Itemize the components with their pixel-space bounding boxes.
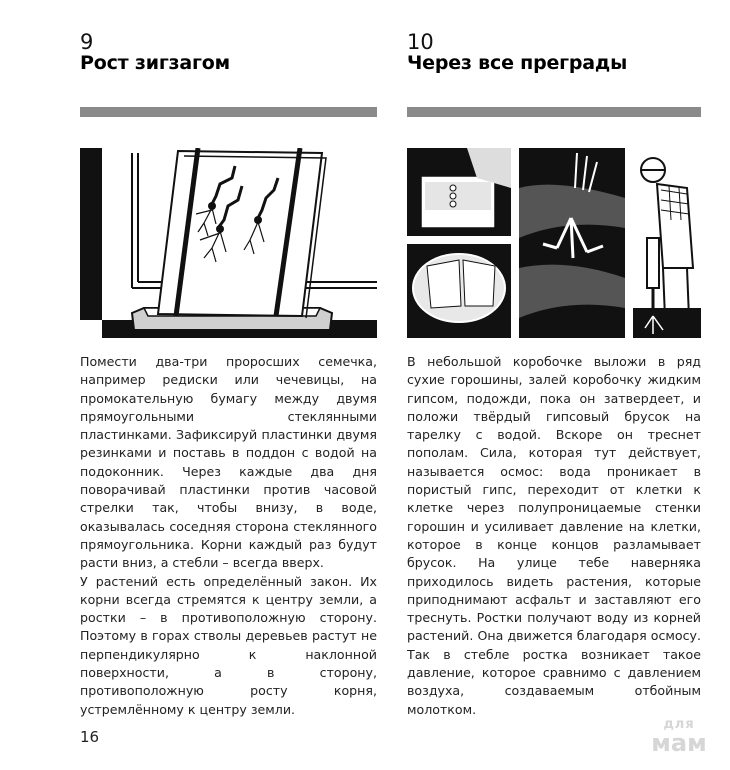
section-number: 9 [80,30,94,54]
section-body [80,353,377,719]
watermark-line-1: для [663,717,695,732]
body-paragraph: В небольшой коробочке выложи в ряд сухие горошины, залей коробочку жидким гипсом, подожди, пока он затвердеет, и положи твёрдый гипсовый брусок на тарелку с водой. Вскоре он треснет пополам. Сила, которая тут действует, называется осмос: вода проникает в пористый гипс, переходит от клетки к клетке через полупроницаемые стенки горошин и усиливает давление на клетки, которое в конце концов разламывает брусок. На улице тебе наверняка приходилось видеть растения, которые приподнимают асфальт и заставляют его треснуть. Ростки получают воду из корней растений. Она движется благодаря осмосу. Так в стебле ростка возникает такое давление, которое сравнимо с давлением воздуха, создаваемым отбойным молотком. [407,354,701,717]
section-divider-bar [80,107,377,117]
section-title: Через все преграды [407,52,628,74]
page-number: 16 [80,728,100,746]
section-title: Рост зигзагом [80,52,230,74]
zigzag-growth-illustration [80,148,377,338]
section-number: 10 [407,30,434,54]
watermark-logo [640,718,718,755]
watermark-line-2: мам [651,729,707,757]
section-divider-bar [407,107,701,117]
osmosis-illustration [407,148,701,338]
body-paragraph: У растений есть определённый закон. Их корни всегда стремятся к центру земли, а ростки – в противоположную сторону. Поэтому в горах стволы деревьев растут не перпендикулярно к наклонной поверхности, а в сторону, противоположную росту корня, устремлённому к центру земли. [80,573,377,717]
body-paragraph: Помести два-три проросших семечка, например редиски или чечевицы, на промокательную бумагу между двумя прямоугольными стеклянными пластинками. Зафиксируй пластинки двумя резинками и поставь в поддон с водой на подоконник. Через каждые два дня поворачивай пластинки против часовой стрелки так, чтобы внизу, в воде, оказывалась соседняя сторона стеклянного прямоугольника. Корни каждый раз будут расти вниз, а стебли – всегда вверх. [80,354,377,571]
section-body [407,353,701,719]
